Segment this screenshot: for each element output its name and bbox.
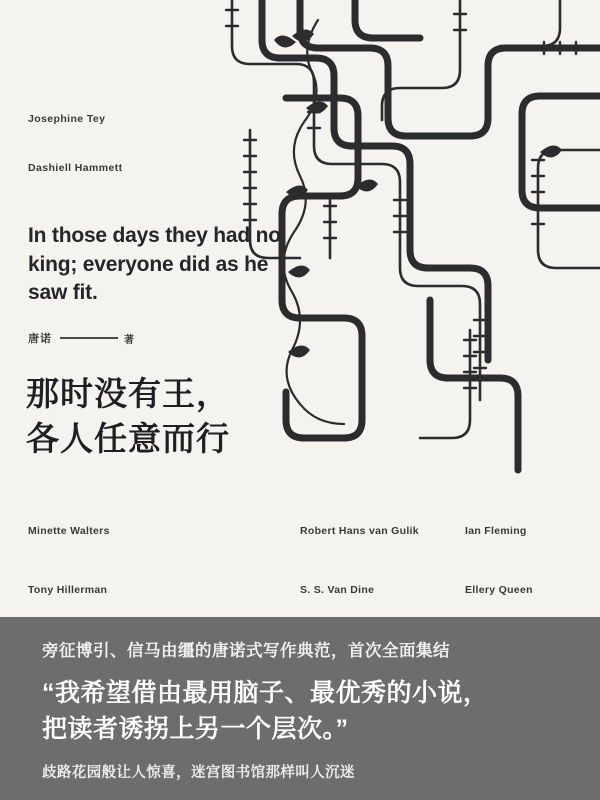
author-name-top-1: Josephine Tey <box>28 113 106 125</box>
author-name-bottom-5: S. S. Van Dine <box>300 584 375 596</box>
author-name-bottom-1: Minette Walters <box>28 525 110 537</box>
title-line-2: 各人任意而行 <box>26 419 230 457</box>
title-line-1: 那时没有王， <box>26 375 230 412</box>
author-name: 唐诺 <box>28 333 52 345</box>
author-name-bottom-4: Tony Hillerman <box>28 584 108 596</box>
banner-quote-line-2: 把读者诱拐上另一个层次。” <box>42 715 349 744</box>
page-title <box>26 372 326 461</box>
english-quote: In those days they had no king; everyone did as he saw fit. <box>28 224 281 305</box>
author-byline <box>28 330 134 346</box>
author-name-top-2: Dashiell Hammett <box>28 162 123 174</box>
banner-footer-text: 歧路花园般让人惊喜，迷宫图书馆那样叫人沉迷 <box>42 765 355 781</box>
author-name-bottom-2: Robert Hans van Gulik <box>300 525 419 537</box>
byline-rule <box>60 337 118 339</box>
author-name-bottom-6: Ellery Queen <box>465 584 533 596</box>
author-row <box>28 525 573 537</box>
author-name-bottom-3: Ian Fleming <box>465 525 527 537</box>
banner-tagline: 旁征博引、信马由缰的唐诺式写作典范，首次全面集结 <box>42 642 450 660</box>
banner-quote <box>42 675 562 748</box>
promo-banner <box>0 617 600 800</box>
author-role-mark: 著 <box>124 334 134 346</box>
banner-quote-line-1: “我希望借由最用脑子、最优秀的小说， <box>42 679 489 707</box>
author-row <box>28 584 573 596</box>
